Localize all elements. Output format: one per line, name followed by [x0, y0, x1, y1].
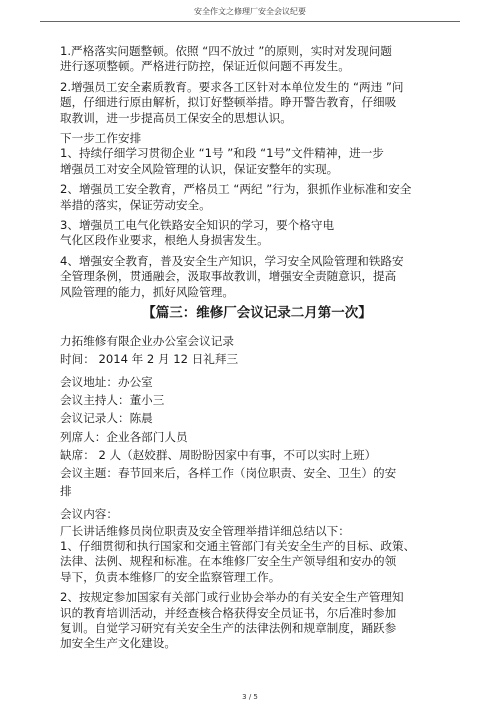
text-line: 1.严格落实问题整顿。依照 “四不放过 ”的原则，实时对发现问题 [60, 44, 392, 58]
text-line: 3、增强员工电气化铁路安全知识的学习，要个格守电 [60, 218, 335, 233]
meeting-host: 会议主持人：董小三 [60, 393, 165, 408]
text-line: 识的教育培训活动，并经查核合格获得安全员证书，尔后准时参加 [60, 605, 397, 620]
next-step-1 [60, 146, 454, 177]
document-body [60, 44, 454, 652]
meeting-meta [60, 332, 454, 524]
meeting-address: 会议地址：办公室 [60, 374, 153, 389]
next-step-2 [60, 182, 454, 213]
text-line: 2、增强员工安全教育，严格员工 “两纪 ”行为，狠抓作业标准和安全 [60, 182, 412, 197]
header-divider [40, 21, 460, 22]
text-line: 气化区段作业要求，根绝人身损害发生。 [60, 233, 269, 248]
text-line: 风险管理的能力，抓好风险管理。 [60, 284, 234, 299]
meeting-topic-line: 排 [60, 484, 72, 499]
page-header: 安全作文之修理厂安全会议纪要 [194, 7, 306, 16]
content-item-2 [60, 590, 454, 652]
paragraph-1 [60, 44, 454, 75]
text-line: 4、增强安全教育，普及安全生产知识，学习安全风险管理和铁路安 [60, 253, 404, 268]
page-number: 3 / 5 [242, 693, 258, 701]
text-line: 2.增强员工安全素质教育。要求各工区针对本单位发生的 “两违 ”问 [60, 79, 404, 94]
text-line: 导下，负责本维修厂的安全监察管理工作。 [60, 569, 281, 584]
paragraph-2 [60, 80, 454, 126]
text-line: 题，仔细进行原由解析，拟订好整顿举措。睁开警告教育，仔细吸 [60, 95, 397, 110]
meeting-content-label: 会议内容： [60, 507, 118, 522]
content-intro: 厂长讲话维修员岗位职责及安全管理举措详细总结以下： [60, 523, 350, 538]
section-title: 【篇三：维修厂会议记录二月第一次】 [142, 305, 372, 322]
company-name: 力拓维修有限企业办公室会议记录 [60, 333, 234, 348]
text-line: 1、持续仔细学习贯彻企业 “1号 ”和段 “1号”文件精神，进一步 [60, 146, 384, 161]
meeting-time: 时间： 2014 年 2 月 12 日礼拜三 [60, 351, 239, 366]
text-line: 举措的落实，保证劳动安全。 [60, 197, 211, 212]
text-line: 法律、法例、规程和标准。在本维修厂安全生产领导组和安办的领 [60, 554, 397, 569]
content-item-1 [60, 539, 454, 585]
meeting-recorder: 会议记录人：陈晨 [60, 411, 153, 426]
next-steps-heading: 下一步工作安排 [60, 131, 142, 146]
text-line: 复训。自觉学习研究有关安全生产的法律法例和规章制度，踊跃参 [60, 620, 397, 635]
text-line: 增强员工对安全风险管理的认识，保证安整年的实现。 [60, 161, 339, 176]
text-line: 取教训，进一步提高员工保安全的思想认识。 [60, 110, 292, 125]
text-line: 2、按规定参加国家有关部门或行业协会举办的有关安全生产管理知 [60, 590, 404, 605]
meeting-attendees: 列席人：企业各部门人员 [60, 429, 188, 444]
next-step-4 [60, 254, 454, 300]
text-line: 进行逐项整顿。严格进行防控，保证近似问题不再发生。 [60, 59, 350, 74]
text-line: 加安全生产文化建设。 [60, 636, 176, 651]
text-line: 1、仔细贯彻和执行国家和交通主管部门有关安全生产的目标、政策、 [60, 538, 416, 553]
text-line: 全管理条例，贯通融会，汲取事故教训，增强安全责随意识，提高 [60, 269, 397, 284]
meeting-absent: 缺席： 2 人（赵姣群、周盼盼因家中有事，不可以实时上班） [60, 447, 377, 462]
meeting-topic-line: 会议主题：春节回来后，各样工作（岗位职责、安全、卫生）的安 [60, 465, 397, 480]
next-step-3 [60, 218, 454, 249]
